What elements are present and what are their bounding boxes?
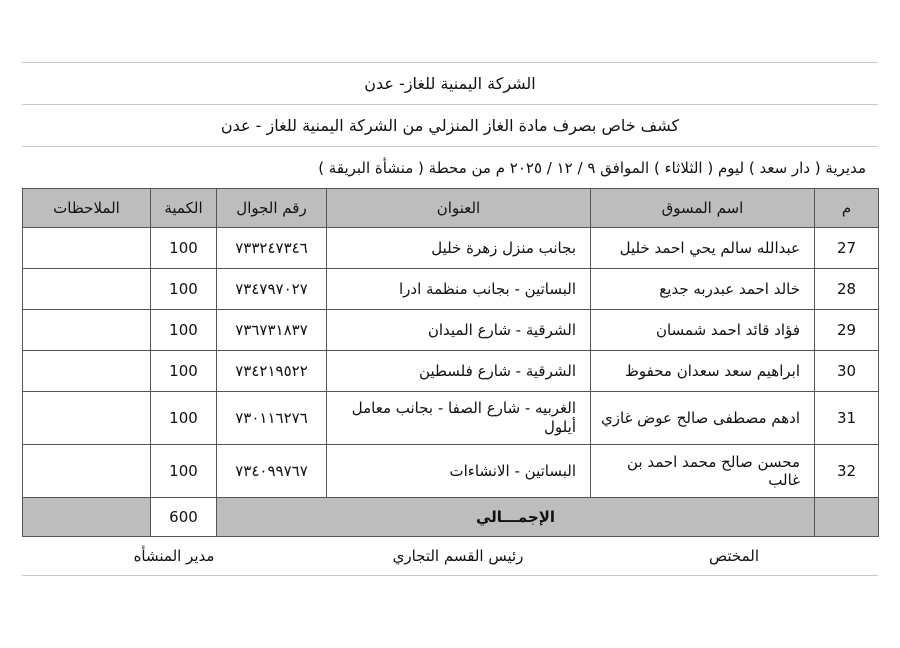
table-row xyxy=(23,445,879,498)
row-notes xyxy=(23,269,151,310)
row-phone: ٧٣٦٧٣١٨٣٧ xyxy=(217,310,327,351)
row-num: 28 xyxy=(815,269,879,310)
row-name: عبدالله سالم يحي احمد خليل xyxy=(591,228,815,269)
row-num: 27 xyxy=(815,228,879,269)
col-header-num: م xyxy=(815,189,879,228)
company-title: الشركة اليمنية للغاز- عدن xyxy=(22,62,878,104)
row-name: فؤاد قائد احمد شمسان xyxy=(591,310,815,351)
total-row xyxy=(23,498,879,537)
gas-distribution-sheet xyxy=(22,62,878,576)
col-header-qty: الكمية xyxy=(151,189,217,228)
row-phone: ٧٣٤٢١٩٥٢٢ xyxy=(217,351,327,392)
table-row xyxy=(23,269,879,310)
table-row xyxy=(23,392,879,445)
col-header-address: العنوان xyxy=(327,189,591,228)
row-num: 31 xyxy=(815,392,879,445)
row-phone: ٧٣٠١١٦٢٧٦ xyxy=(217,392,327,445)
total-value: 600 xyxy=(151,498,217,537)
row-qty: 100 xyxy=(151,351,217,392)
row-name: ابراهيم سعد سعدان محفوظ xyxy=(591,351,815,392)
total-label: الإجمـــالي xyxy=(217,498,815,537)
row-address: البساتين - الانشاءات xyxy=(327,445,591,498)
district-date-line: مديرية ( دار سعد ) ليوم ( الثلاثاء ) الموافق ٩ / ١٢ / ٢٠٢٥ م من محطة ( منشأة البريقة ) xyxy=(22,146,878,188)
row-notes xyxy=(23,392,151,445)
table-header-row xyxy=(23,189,879,228)
row-qty: 100 xyxy=(151,310,217,351)
col-header-notes: الملاحظات xyxy=(23,189,151,228)
col-header-phone: رقم الجوال xyxy=(217,189,327,228)
row-qty: 100 xyxy=(151,392,217,445)
row-address: الشرقية - شارع فلسطين xyxy=(327,351,591,392)
row-name: ادهم مصطفى صالح عوض غازي xyxy=(591,392,815,445)
total-notes-spacer xyxy=(23,498,151,537)
col-header-name: اسم المسوق xyxy=(591,189,815,228)
distribution-table xyxy=(22,188,879,537)
row-notes xyxy=(23,445,151,498)
row-phone: ٧٣٤٧٩٧٠٢٧ xyxy=(217,269,327,310)
signature-specialist: المختص xyxy=(709,547,759,565)
row-num: 30 xyxy=(815,351,879,392)
row-qty: 100 xyxy=(151,445,217,498)
row-notes xyxy=(23,310,151,351)
sheet-subtitle: كشف خاص بصرف مادة الغاز المنزلي من الشركة اليمنية للغاز - عدن xyxy=(22,104,878,146)
signature-commercial-head: رئيس القسم التجاري xyxy=(392,547,524,565)
table-row xyxy=(23,228,879,269)
signature-facility-manager: مدير المنشأه xyxy=(133,547,215,565)
table-row xyxy=(23,310,879,351)
row-address: الشرقية - شارع الميدان xyxy=(327,310,591,351)
row-phone: ٧٣٣٢٤٧٣٤٦ xyxy=(217,228,327,269)
row-num: 29 xyxy=(815,310,879,351)
row-address: البساتين - بجانب منظمة ادرا xyxy=(327,269,591,310)
row-notes xyxy=(23,228,151,269)
row-name: محسن صالح محمد احمد بن غالب xyxy=(591,445,815,498)
signature-row xyxy=(22,537,878,576)
row-qty: 100 xyxy=(151,269,217,310)
row-address: الغربيه - شارع الصفا - بجانب معامل أيلول xyxy=(327,392,591,445)
row-notes xyxy=(23,351,151,392)
row-qty: 100 xyxy=(151,228,217,269)
row-phone: ٧٣٤٠٩٩٧٦٧ xyxy=(217,445,327,498)
row-address: بجانب منزل زهرة خليل xyxy=(327,228,591,269)
row-name: خالد احمد عبدربه جديع xyxy=(591,269,815,310)
row-num: 32 xyxy=(815,445,879,498)
total-spacer xyxy=(815,498,879,537)
table-row xyxy=(23,351,879,392)
